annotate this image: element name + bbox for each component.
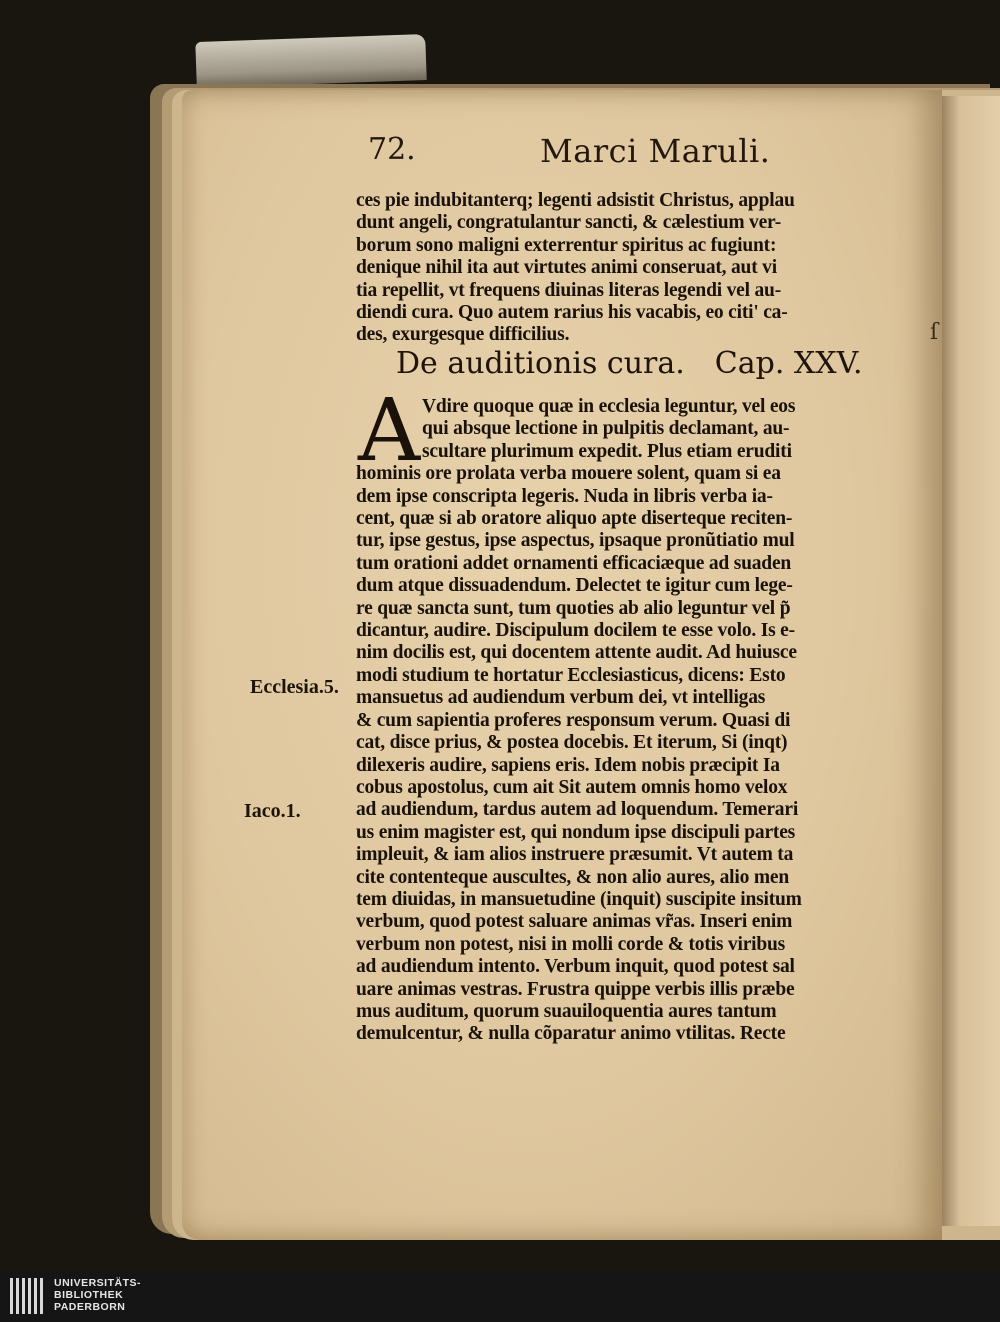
text-line: tur, ipse gestus, ipse aspectus, ipsaque pronũtiatio mul — [356, 530, 795, 552]
text-line: verbum, quod potest saluare animas vr̃as. Inseri enim — [356, 911, 793, 933]
text-line: mus auditum, quorum suauiloquentia aures tantum — [356, 1000, 777, 1022]
text-line: cent, quæ si ab oratore aliquo apte diserteque reciten- — [356, 508, 793, 530]
text-line: cobus apostolus, cum ait Sit autem omnis homo velox — [356, 776, 788, 798]
library-footer — [0, 1272, 1000, 1322]
text-line: dicantur, audire. Discipulum docilem te esse volo. Is e- — [356, 620, 795, 642]
chapter-paragraph — [356, 396, 856, 1046]
text-line: qui absque lectione in pulpitis declamant, au- — [422, 418, 790, 440]
text-line: impleuit, & iam alios instruere præsumit. Vt autem ta — [356, 844, 794, 866]
text-line: dem ipse conscripta legeris. Nuda in libris verba ia- — [356, 485, 773, 507]
text-line: denique nihil ita aut virtutes animi conseruat, aut vi — [356, 257, 777, 279]
drop-cap: A — [358, 381, 421, 481]
library-name-line: BIBLIOTHEK — [54, 1289, 124, 1301]
text-line: cat, disce prius, & postea docebis. Et iterum, Si (inqt) — [356, 732, 788, 754]
text-line: des, exurgesque difficilius. — [356, 324, 570, 346]
text-line: tum orationi addet ornamenti efficaciæque ad suaden — [356, 552, 792, 574]
text-line: & cum sapientia proferes responsum verum. Quasi di — [356, 709, 791, 731]
text-line: verbum non potest, nisi in molli corde & totis viribus — [356, 933, 786, 955]
library-name-line: UNIVERSITÄTS- — [54, 1277, 142, 1289]
text-line: dum atque dissuadendum. Delectet te igitur cum lege- — [356, 575, 793, 597]
text-line: dilexeris audire, sapiens eris. Idem nobis præcipit Ia — [356, 754, 780, 776]
library-logo-icon — [10, 1278, 44, 1314]
text-line: ces pie indubitanterq; legenti adsistit Christus, applau — [356, 190, 795, 211]
facing-page-edge — [942, 96, 1000, 1226]
marginal-note: Ecclesia.5. — [250, 676, 339, 698]
text-line: ad audiendum, tardus autem ad loquendum. Temerari — [356, 799, 799, 821]
running-head: Marci Maruli. — [540, 132, 771, 170]
library-name-line: PADERBORN — [54, 1301, 126, 1313]
text-line: nim docilis est, qui docentem attente audit. Ad huiusce — [356, 642, 797, 664]
marginal-note: Iaco.1. — [244, 800, 301, 822]
book-top-edge — [195, 34, 426, 88]
text-line: us enim magister est, qui nondum ipse discipuli partes — [356, 821, 796, 843]
intro-paragraph — [356, 190, 856, 347]
facing-page-mark: ſ — [930, 320, 939, 345]
text-line: Vdire quoque quæ in ecclesia leguntur, vel eos — [422, 396, 796, 417]
text-line: tia repellit, vt frequens diuinas literas legendi vel au- — [356, 279, 781, 301]
text-line: uare animas vestras. Frustra quippe verbis illis præbe — [356, 978, 795, 1000]
library-name — [54, 1277, 141, 1313]
chapter-number: Cap. XXV. — [714, 346, 863, 381]
text-line: modi studium te hortatur Ecclesiasticus, dicens: Esto — [356, 664, 786, 686]
chapter-title: De auditionis cura. — [396, 346, 685, 381]
text-line: hominis ore prolata verba mouere solent, quam si ea — [356, 463, 781, 485]
text-line: cite contenteque auscultes, & non alio aures, alio men — [356, 866, 789, 888]
text-line: re quæ sancta sunt, tum quoties ab alio leguntur vel p̃ — [356, 597, 791, 619]
text-line: tem diuidas, in mansuetudine (inquit) suscipite insitum — [356, 888, 802, 910]
text-line: demulcentur, & nulla cõparatur animo vtilitas. Recte — [356, 1023, 786, 1045]
text-line: dunt angeli, congratulantur sancti, & cælestium ver- — [356, 212, 782, 234]
text-line: diendi cura. Quo autem rarius his vacabis, eo citi' ca- — [356, 302, 788, 324]
text-line: scultare plurimum expedit. Plus etiam eruditi — [422, 440, 792, 462]
text-line: borum sono maligni exterrentur spiritus ac fugiunt: — [356, 234, 777, 256]
text-line: mansuetus ad audiendum verbum dei, vt intelligas — [356, 687, 766, 709]
chapter-heading — [396, 346, 866, 381]
text-line: ad audiendum intento. Verbum inquit, quod potest sal — [356, 956, 795, 978]
page-number: 72. — [368, 132, 416, 167]
